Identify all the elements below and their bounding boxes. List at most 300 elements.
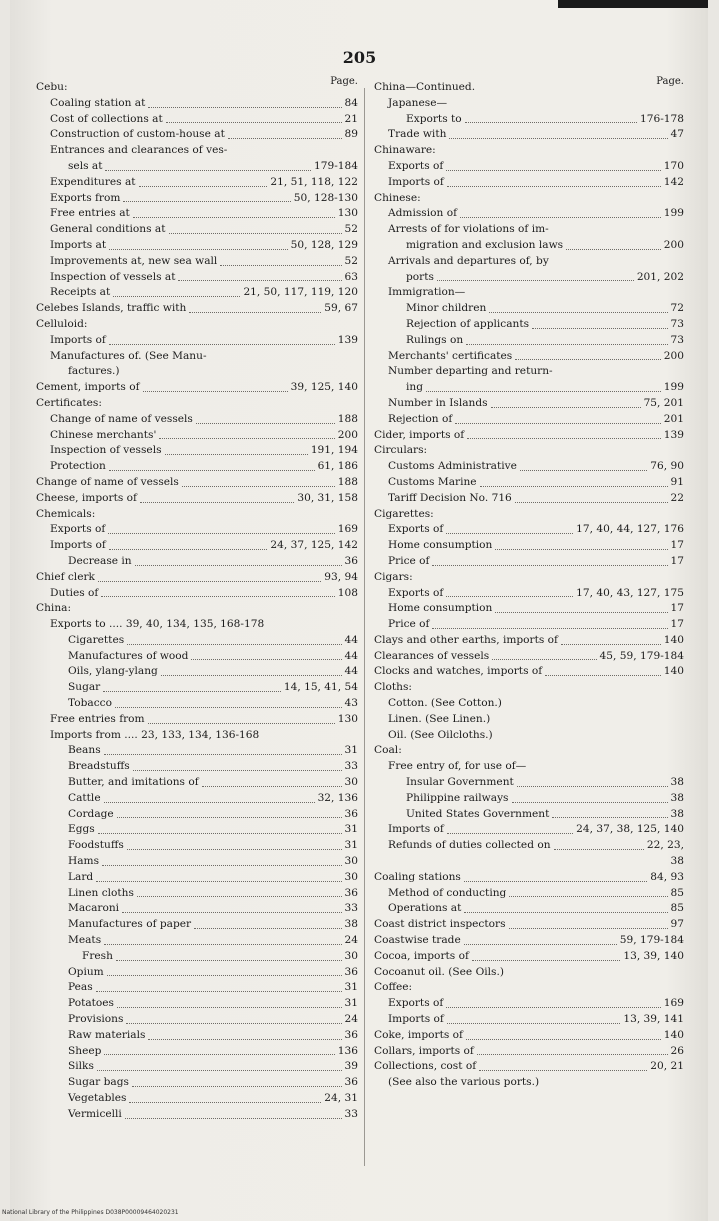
index-entry [36,696,358,712]
entry-label: Potatoes [68,997,114,1010]
index-entry [374,317,684,333]
index-entry [374,222,684,238]
page-reference: 85 [670,902,684,915]
page-reference: 38 [670,807,684,820]
entry-label: Manufactures of wood [68,649,189,662]
entry-label: Cotton. (See Cotton.) [388,697,502,710]
index-entry [36,507,358,523]
leader-dots [109,549,268,550]
leader-dots [446,1007,660,1008]
index-entry [374,380,684,396]
leader-dots [467,438,661,439]
entry-label: Customs Administrative [388,460,517,473]
index-entry [36,838,358,854]
leader-dots [169,233,342,234]
leader-dots [464,881,647,882]
index-entry [36,206,358,222]
entry-label: Exports of [388,523,444,536]
entry-label: Vermicelli [68,1107,122,1120]
index-entry [36,1107,358,1123]
index-entry [36,112,358,128]
column-divider [364,88,365,1166]
index-entry [374,807,684,823]
entry-label: Customs Marine [388,475,477,488]
entry-label: Cattle [68,791,101,804]
leader-dots [113,296,240,297]
entry-label: Imports of [388,823,444,836]
leader-dots [460,217,661,218]
index-entry [36,1059,358,1075]
index-entry [36,349,358,365]
leader-dots [117,1007,342,1008]
index-entry [374,175,684,191]
page-reference: 33 [344,1107,358,1120]
entry-label: Clays and other earths, imports of [374,633,558,646]
page-reference: 17 [670,602,684,615]
entry-label: Sugar [68,681,101,694]
entry-label: Coast district inspectors [374,918,506,931]
top-edge-rule [558,0,708,8]
leader-dots [139,186,268,187]
entry-label: Home consumption [388,539,493,552]
page-number: 205 [342,48,377,67]
leader-dots [489,312,667,313]
index-entry [374,933,684,949]
index-entry [36,317,358,333]
index-entry [36,222,358,238]
entry-label: Price of [388,554,430,567]
page-reference: 30 [344,776,358,789]
page-reference: 191, 194 [310,444,358,457]
leader-dots [509,928,668,929]
entry-label: Manufactures of. (See Manu- [50,349,207,362]
leader-dots [104,1054,334,1055]
leader-dots [554,849,644,850]
page-reference: 169 [663,997,684,1010]
page-reference: 84, 93 [650,870,684,883]
entry-label: Clearances of vessels [374,649,490,662]
entry-label: Beans [68,744,101,757]
leader-dots [161,675,342,676]
page-reference: 59, 67 [324,302,358,315]
entry-label: Silks [68,1060,94,1073]
page-reference: 21, 51, 118, 122 [270,175,358,188]
page-reference: 52 [344,223,358,236]
page-reference: 31 [344,981,358,994]
footer-text: National Library of the Philippines D038P00009464020231 [2,1209,179,1216]
index-entry [36,364,358,380]
page-reference: 142 [663,175,684,188]
index-entry [36,159,358,175]
entry-label: sels at [68,159,103,172]
index-entry [374,712,684,728]
page-reference: 14, 15, 41, 54 [283,681,358,694]
entry-label: Cement, imports of [36,381,140,394]
index-entry [36,775,358,791]
leader-dots [512,802,668,803]
entry-label: Cigarettes [68,633,125,646]
index-entry [374,238,684,254]
entry-label: Free entries at [50,207,130,220]
entry-label: Eggs [68,823,95,836]
index-entry [374,554,684,570]
leader-dots [492,659,596,660]
page-reference: 17 [670,539,684,552]
leader-dots [220,265,341,266]
page-reference: 63 [344,270,358,283]
index-entry [374,1044,684,1060]
entry-label: Coke, imports of [374,1028,463,1041]
index-entry [36,333,358,349]
page-reference: 33 [344,760,358,773]
entry-label: Exports from [50,191,121,204]
entry-label: China—Continued. [374,81,476,93]
leader-dots [189,312,321,313]
leader-dots [148,107,341,108]
page-reference: 89 [344,128,358,141]
page-reference: 24, 37, 38, 125, 140 [576,823,684,836]
index-entry [36,191,358,207]
leader-dots [165,454,308,455]
leader-dots [520,470,647,471]
page-reference: 45, 59, 179-184 [599,649,684,662]
leader-dots [552,817,667,818]
entry-label: Lard [68,870,94,883]
page-reference: 20, 21 [650,1060,684,1073]
leader-dots [135,565,342,566]
page-reference: 199 [663,207,684,220]
index-entry [36,601,358,617]
page-reference: 73 [670,317,684,330]
leader-dots [194,928,341,929]
index-entry [36,1012,358,1028]
page-reference: 61, 186 [317,460,358,473]
page-reference: 91 [670,475,684,488]
page-reference: 140 [663,633,684,646]
index-entry [374,901,684,917]
index-entry [374,917,684,933]
entry-label: Method of conducting [388,886,507,899]
entry-label: Philippine railways [406,791,509,804]
index-entry [374,822,684,838]
entry-label: Chief clerk [36,570,95,583]
entry-label: Macaroni [68,902,120,915]
leader-dots [98,833,342,834]
index-entry [36,522,358,538]
index-entry [36,270,358,286]
entry-label: Decrease in [68,554,132,567]
index-column-right [374,76,684,1091]
index-entry [36,633,358,649]
leader-dots [115,707,342,708]
index-entry [36,396,358,412]
page-reference: 84 [344,96,358,109]
entry-label: Cocoa, imports of [374,949,469,962]
entry-label: Chinaware: [374,144,436,157]
entry-label: Cebu: [36,81,68,93]
page-reference: 24 [344,1013,358,1026]
entry-label: Immigration— [388,286,466,299]
index-entry [374,949,684,965]
index-entry [374,333,684,349]
index-entry [374,980,684,996]
page-reference: 36 [344,807,358,820]
page-reference: 21, 50, 117, 119, 120 [243,286,358,299]
index-entry [36,586,358,602]
entry-label: Coastwise trade [374,934,461,947]
entry-label: Tobacco [68,697,112,710]
index-entry [36,649,358,665]
leader-dots [426,391,661,392]
leader-dots [127,644,341,645]
leader-dots [545,675,661,676]
leader-dots [101,596,334,597]
leader-dots [108,533,334,534]
index-column-left [36,76,358,1123]
page-reference: 169 [337,523,358,536]
entry-label: Arrests of for violations of im- [388,223,549,236]
index-entry [374,854,684,870]
index-entry [36,143,358,159]
index-entry [374,791,684,807]
page-reference: 179-184 [313,159,358,172]
leader-dots [132,1086,342,1087]
index-entry [36,96,358,112]
index-entry [36,743,358,759]
index-entry [374,996,684,1012]
entry-label: 38 [670,855,684,868]
page-reference: 44 [344,665,358,678]
entry-label: Chemicals: [36,507,96,520]
entry-label: United States Government [406,807,550,820]
leader-dots [182,486,335,487]
index-entry [36,854,358,870]
leader-dots [464,912,667,913]
index-entry [374,206,684,222]
entry-label: Oil. (See Oilcloths.) [388,728,493,741]
leader-dots [566,249,661,250]
index-entry [374,743,684,759]
index-entry [36,254,358,270]
leader-dots [117,817,342,818]
index-entry [36,127,358,143]
leader-dots [432,565,667,566]
index-entry [374,696,684,712]
leader-dots [140,502,294,503]
entry-label: Linen cloths [68,886,134,899]
page-reference: 136 [337,1044,358,1057]
index-entry [374,475,684,491]
index-entry [36,475,358,491]
entry-label: Price of [388,618,430,631]
page-reference: 52 [344,254,358,267]
entry-label: Fresh [82,949,113,962]
index-entry [374,349,684,365]
index-entry [374,191,684,207]
page-reference: 43 [344,697,358,710]
page-reference: 130 [337,207,358,220]
index-entry [374,507,684,523]
page-reference: 39, 125, 140 [290,381,358,394]
leader-dots [104,944,341,945]
leader-dots [116,960,342,961]
page-reference: 17, 40, 43, 127, 175 [576,586,684,599]
index-entry [374,886,684,902]
entry-label: Exports of [388,586,444,599]
index-entry [36,428,358,444]
index-entry [374,459,684,475]
entry-label: Inspection of vessels [50,444,162,457]
entry-label: Hams [68,855,100,868]
leader-dots [143,391,288,392]
index-entry [374,870,684,886]
leader-dots [178,280,341,281]
leader-dots [515,359,661,360]
index-entry [374,127,684,143]
leader-dots [107,975,342,976]
page-reference: 108 [337,586,358,599]
page-reference: 17 [670,618,684,631]
entry-label: General conditions at [50,223,166,236]
index-entry [374,617,684,633]
page-reference: 36 [344,1028,358,1041]
index-entry [374,586,684,602]
entry-label: Improvements at, new sea wall [50,254,218,267]
leader-dots [159,438,334,439]
entry-label: Peas [68,981,93,994]
leader-dots [515,502,668,503]
leader-dots [133,217,335,218]
page-reference: 139 [663,428,684,441]
page-reference: 24 [344,934,358,947]
page-reference: 31 [344,839,358,852]
page-reference: 38 [344,918,358,931]
page-reference: 44 [344,633,358,646]
index-entry [36,933,358,949]
leader-dots [472,960,620,961]
page-reference: 31 [344,744,358,757]
page-reference: 188 [337,412,358,425]
index-entry [36,175,358,191]
page-reference: 22, 23, [646,839,684,852]
leader-dots [480,486,668,487]
leader-dots [166,122,342,123]
entry-label: Inspection of vessels at [50,270,176,283]
index-entry [374,759,684,775]
entry-label: Change of name of vessels [36,475,179,488]
index-entry [374,1059,684,1075]
index-entry [374,1028,684,1044]
page-reference: 24, 31 [324,1092,358,1104]
leader-dots [466,344,667,345]
page-reference: 24, 37, 125, 142 [270,539,358,552]
entry-label: Duties of [50,586,99,599]
leader-dots [479,1070,647,1071]
leader-dots [446,596,573,597]
entry-label: factures.) [68,365,120,378]
page-column-label: Page. [656,76,684,87]
leader-dots [103,691,281,692]
leader-dots [202,786,342,787]
leader-dots [495,549,667,550]
leader-dots [491,407,641,408]
entry-label: Breadstuffs [68,760,130,773]
entry-label: Coaling stations [374,870,461,883]
index-entry [36,238,358,254]
entry-label: Cordage [68,807,114,820]
page-reference: 30 [344,870,358,883]
page-reference: 139 [337,333,358,346]
page-reference: 170 [663,159,684,172]
leader-dots [191,659,341,660]
page-reference: 140 [663,1028,684,1041]
index-entry [36,965,358,981]
entry-label: Japanese— [388,96,448,109]
index-entry [374,396,684,412]
index-entry [374,428,684,444]
page-column-label: Page. [330,76,358,87]
leader-dots [464,944,617,945]
entry-label: Merchants' certificates [388,349,513,362]
entry-label: Vegetables [68,1092,127,1104]
entry-label: Receipts at [50,286,111,299]
entry-label: Imports of [50,333,106,346]
index-entry [36,791,358,807]
page-reference: 38 [670,791,684,804]
page-reference: 201, 202 [636,270,684,283]
leader-dots [104,754,342,755]
entry-label: Refunds of duties collected on [388,839,551,852]
entry-label: Change of name of vessels [50,412,193,425]
entry-label: Coffee: [374,981,413,994]
index-entry [374,143,684,159]
entry-label: Cigarettes: [374,507,434,520]
entry-label: Linen. (See Linen.) [388,712,491,725]
entry-label: (See also the various ports.) [388,1076,540,1089]
entry-label: Certificates: [36,396,102,409]
index-entry [374,301,684,317]
page-reference: 201 [663,412,684,425]
entry-label: Number departing and return- [388,365,553,378]
leader-dots [446,170,660,171]
index-entry [36,728,358,744]
leader-dots [532,328,667,329]
entry-label: Chinese merchants' [50,428,157,441]
page-reference: 200 [663,349,684,362]
leader-dots [96,991,342,992]
leader-dots [109,344,335,345]
entry-label: Cost of collections at [50,112,163,125]
leader-dots [148,723,335,724]
index-entry [374,112,684,128]
entry-label: Exports of [388,159,444,172]
index-entry [36,443,358,459]
entry-label: Manufactures of paper [68,918,192,931]
page-reference: 188 [337,475,358,488]
page-reference: 47 [670,128,684,141]
index-entry [36,491,358,507]
page-reference: 36 [344,1076,358,1089]
entry-label: Cider, imports of [374,428,465,441]
index-entry [374,649,684,665]
index-entry [374,443,684,459]
page-reference: 85 [670,886,684,899]
leader-dots [477,1054,668,1055]
index-entry [36,664,358,680]
entry-label: Cheese, imports of [36,491,137,504]
index-entry [374,538,684,554]
leader-dots [447,1023,621,1024]
